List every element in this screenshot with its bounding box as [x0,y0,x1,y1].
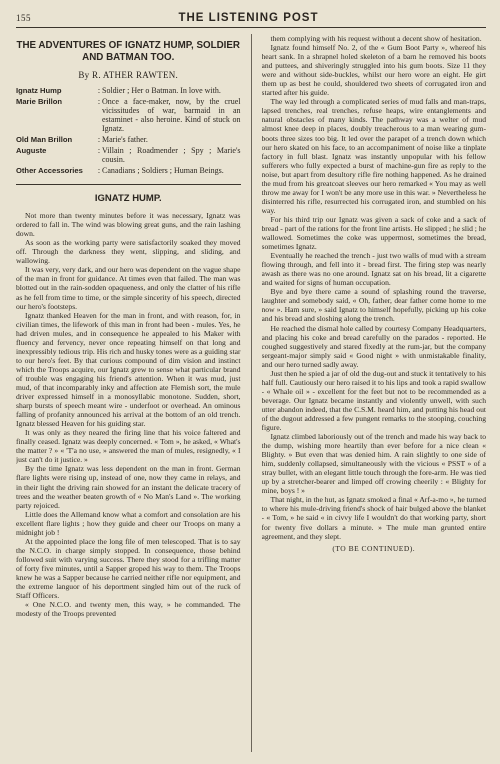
cast-list [16,86,241,177]
story-paragraph: At the appointed place the long file of men telescoped. That is to say the N.C.O. in charge simply stopped. In consequence, those behind followed suit with varying success. There they stood for a trifling matter of forty five minutes, until a Sapper groped his way to them. The Troops knew he was a Sapper because he carried neither rifle nor equipment, and the extreme languor of his deportment singled him out of the ruck of Staff Officers. [16,536,241,601]
story-paragraph: Ignatz climbed laboriously out of the trench and made his way back to the dump, wishing more heartily than ever before for a nice clean « Blighty. » But even that was denied him. A rain slightly to one side of him, suddenly collapsed, simultaneously with the vicious « PSST » of a stray bullet, with an elegant little touch through the fore-arm. He was tied up by a stretcher-bearer and limped off crowing cheerily : « Blighty for mine, boys ! » [261,432,486,496]
page-number: 155 [16,13,31,23]
story-paragraph: Ignatz found himself No. 2, of the « Gum Boot Party », whereof his heart sank. In a shrapnel holed skeleton of a barn he removed his boots and puttees, and shiveringly struggled into his gum boots. Size 11 they were and without side-buckles, whilst our hero wore an eight. He girt them up as best he could, shouldered two sheets of corrugated iron and started after his guide. [261,43,486,98]
cast-desc: Soldier ; Her o Batman. In love with. [102,86,221,96]
cast-row: Old Man Brillon : Marie's father. [16,135,241,146]
cast-row: Other Accessories : Canadians ; Soldiers ; Human Beings. [16,166,241,177]
story-paragraph: By the time Ignatz was less dependent on the man in front. German flare lights were rising up, instead of one, now they came in relays, and in their light the driving rain showed for an instant the delicate tracery of trees and the weather beaten growth of « No Man's Land ». The working party rejoiced. [16,464,241,510]
page-header [16,12,486,28]
cast-desc: Marie's father. [102,135,148,145]
cast-desc: Villain ; Roadmender ; Spy ; Marie's cousin. [102,146,241,165]
story-paragraph: them complying with his request without a decent show of hesitation. [270,34,482,43]
story-paragraph: He reached the dismal hole called by courtesy Company Headquarters, and placing his coke and bread carefully on the parados - reported. He coughed suggestively and stared fixedly at the rum-jar, but the company sergeant-major simply said « Good night » with unmistakable finality, and our hero turned sadly away. [261,323,486,369]
columns [16,34,486,752]
story-paragraph: Little does the Allemand know what a comfort and consolation are his excellent flare lights ; how they guide and cheer our Troops on many a midnight job ! [16,509,241,537]
cast-role: Marie Brillon [16,97,62,107]
right-column [262,34,487,752]
story-paragraph: It was very, very dark, and our hero was dependent on the vague shape of the man in front for guidance. At times even that failed. The man was blotted out in the rain-sodden opaqueness, and only the clatter of his rifle as he fell from time to time, or the simple sincerity of his speech, directed our hero's footsteps. [16,265,241,311]
story-paragraph: Bye and bye there came a sound of splashing round the traverse, laughter and somebody said, « Oh, father, dear father come home to me now ». Ham sure, » said Ignatz to himself hopefully, picking up his coke and his bread and sloshing along the trench. [261,287,486,324]
cast-desc: Once a face-maker, now, by the cruel vicissitudes of war, barmaid in an estaminet - also heroine. Kind of stuck on Ignatz. [102,97,241,134]
left-body [16,211,241,618]
column-rule [251,34,252,752]
story-paragraph: « One N.C.O. and twenty men, this way, » he commanded. The modesty of the Troops prevented [16,600,241,619]
story-paragraph: For his third trip our Ignatz was given a sack of coke and a sack of bread - part of the rations for the front line artists. He slipped ; he slid ; he wallowed. Sometimes the coke was uppermost, sometimes the bread, sometimes Ignatz. [261,214,486,252]
story-paragraph: Eventually he reached the trench - just two walls of mud with a stream flowing through, and fell into it - bread first. The firing step was nearly awash as there was no one around. Ignatz sat on his bread, lit a cigarette and waited for signs of human occupation. [261,251,486,288]
cast-role: Other Accessories [16,166,83,176]
right-body [262,34,487,541]
left-column [16,34,241,752]
cast-row: Marie Brillon : Once a face-maker, now, by the cruel vicissitudes of war, barmaid in an estaminet - also heroine. Kind of stuck on Ignatz. [16,97,241,134]
story-paragraph: The way led through a complicated series of mud falls and man-traps, lapsed trenches, real trenches, refuse heaps, wire entanglements and natural obstacles of many kinds. The pathway was a welter of mud almost knee deep in places, doubly treacherous to a man wearing gum-boots three sizes too big. It led over the parapet of a trench down which our hero skated on his face, to an accompaniment of noise like a tinplate factory in full blast. Ignatz was instantly unpopular with his fellow sufferers who fully expected a burst of machine-gun fire as reply to the noise, but apart from desultory rifle fire nothing happened. As he drained the mud from his greatcoat sleeves our hero remarked « You may as well throw me away for I won't be any more use in this war. » Nevertheless he disinterred his rifle, resurrected his corrugated iron, and stumbled on his way. [261,97,486,215]
byline: By R. ATHER RAWTEN. [78,70,179,80]
story-paragraph: Not more than twenty minutes before it was necessary, Ignatz was ordered to fall in. The wind was blowing great guns, and the rain lashing down. [16,211,241,239]
masthead: THE LISTENING POST [178,12,319,24]
story-title: THE ADVENTURES OF IGNATZ HUMP, SOLDIER AND BATMAN TOO. [16,40,241,63]
chapter-heading: IGNATZ HUMP. [94,193,162,205]
story-paragraph: As soon as the working party were satisfactorily soaked they moved off. Through the darkness they went, slipping, and sliding, and wallowing. [16,238,241,266]
to-be-continued: (TO BE CONTINUED). [332,543,416,553]
cast-role: Old Man Brillon [16,135,73,145]
cast-row: Ignatz Hump : Soldier ; Her o Batman. In love with. [16,86,241,97]
cast-role: Auguste [16,146,47,156]
cast-role: Ignatz Hump [16,86,62,96]
story-paragraph: It was only as they neared the firing line that his voice faltered and finally ceased. Ignatz was deeply concerned. « Tom », he asked, « What's the matter ? » « 'T'a no use, » answered the man of mules, resignedly, « I just can't do it justice. » [16,428,241,465]
story-paragraph: That night, in the hut, as Ignatz smoked a final « Arf-a-mo », he turned to where his mule-driving friend's shock of hair bulged above the blanket - « Tom, » he said « in civvy life I wouldn't do that working party, short for twenty five dollars a minute. » The mule man grunted entire agreement, and they slept. [261,495,486,541]
story-paragraph: Ignatz thanked Heaven for the man in front, and with reason, for, in civilian times, the lifework of this man in front had been - mules. Yes, he had driven mules, and in consequence he appealed to his Maker with fluency and fervency, never once repeating himself on that long and inexpressibly tedious trip. His rich and husky tones were as a guiding star to our hero's feet. By that curious compound of dim vision and instinct which the Troops acquire, our Ignatz grew to sense what particular brand of trouble was engaging his friend's attention. When it was mud, just mud, of that incomparably inky and affection ate Flemish sort, the mule driver expressed himself in a monosyllabic monotone. Sudden, short, sharp bursts of speech meant wire - underfoot or overhead. An ominous falling of profanity announced his arrival at the bottom of an old trench. Ignatz blessed Heaven for his guiding star. [16,310,241,429]
section-divider [16,184,241,185]
story-paragraph: Just then he spied a jar of old the dug-out and stuck it tentatively to his half full. Cautiously our hero raised it to his lips and took a rapid swallow - « Whale oil » - excellent for the feet but not to be recommended as a beverage. Our Ignatz became instantly and violently unwell, with such utter abandon indeed, that the C.S.M. heard him, and putting his head out of the dugout addressed a few pungent remarks to the stooping, couching figure. [261,368,486,433]
cast-desc: Canadians ; Soldiers ; Human Beings. [102,166,224,176]
cast-row: Auguste : Villain ; Roadmender ; Spy ; Marie's cousin. [16,146,241,165]
